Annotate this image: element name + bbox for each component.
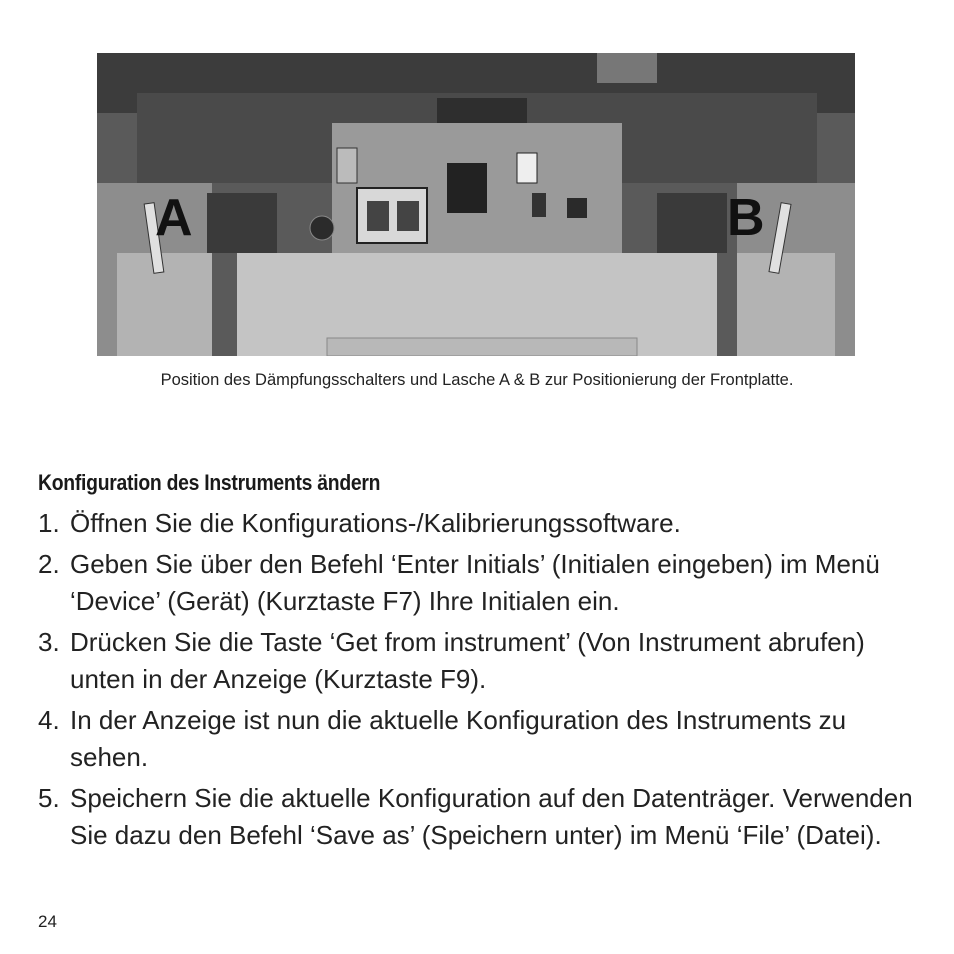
step-text: Geben Sie über den Befehl ‘Enter Initials’ (Initialen eingeben) im Menü ‘Device’ (Gerät) (Kurztaste F7) Ihre Initialen ein. <box>70 549 880 616</box>
step-number: 5. <box>38 783 60 813</box>
label-a: A <box>155 189 193 247</box>
list-item <box>38 505 928 542</box>
figure-caption: Position des Dämpfungsschalters und Lasche A & B zur Positionierung der Frontplatte. <box>160 371 794 389</box>
steps-list <box>38 505 928 858</box>
list-item <box>38 546 928 620</box>
step-text: Öffnen Sie die Konfigurations-/Kalibrierungssoftware. <box>70 508 681 538</box>
page-number: 24 <box>38 912 57 931</box>
list-item <box>38 780 928 854</box>
step-text: In der Anzeige ist nun die aktuelle Konfiguration des Instruments zu sehen. <box>70 705 847 772</box>
step-text: Drücken Sie die Taste ‘Get from instrument’ (Von Instrument abrufen) unten in der Anzeige (Kurztaste F9). <box>70 627 865 694</box>
device-photo <box>97 53 855 356</box>
step-number: 3. <box>38 627 60 657</box>
step-number: 1. <box>38 508 60 538</box>
step-number: 4. <box>38 705 60 735</box>
list-item <box>38 624 928 698</box>
device-photo-drawing <box>97 53 855 356</box>
step-text: Speichern Sie die aktuelle Konfiguration auf den Datenträger. Verwenden Sie dazu den Befehl ‘Save as’ (Speichern unter) im Menü ‘File’ (Datei). <box>70 783 913 850</box>
label-b: B <box>727 189 765 247</box>
section-heading: Konfiguration des Instruments ändern <box>38 470 381 495</box>
list-item <box>38 702 928 776</box>
step-number: 2. <box>38 549 60 579</box>
